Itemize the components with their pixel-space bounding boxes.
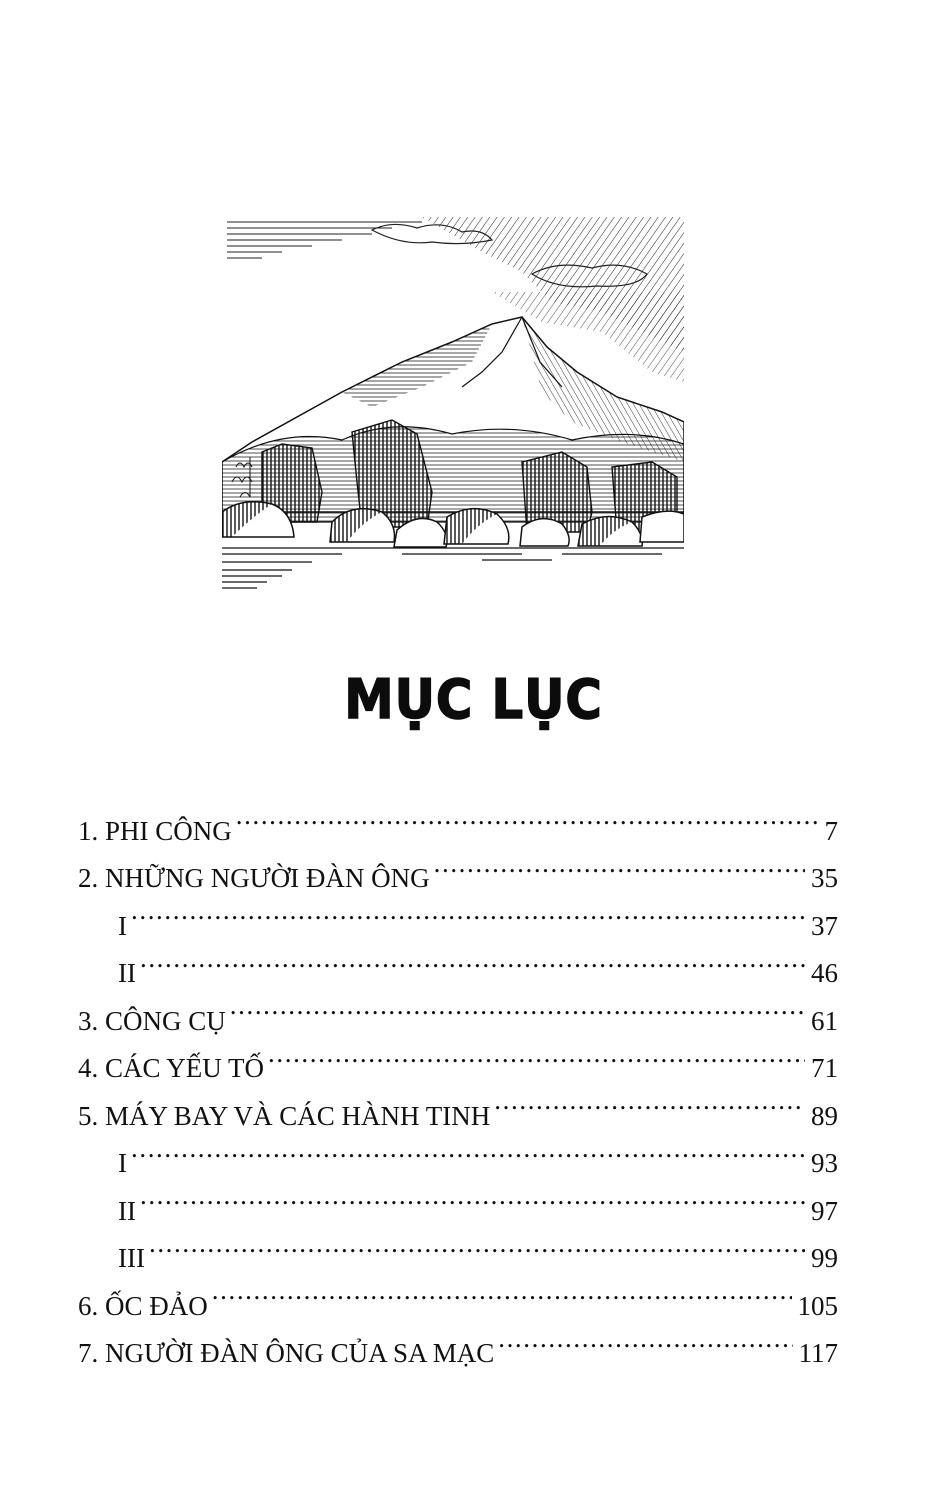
toc-dot-leader (140, 935, 805, 983)
toc-dot-leader (494, 1077, 805, 1125)
toc-entry-page-number: 99 (811, 1243, 838, 1273)
toc-entry-title: 7. NGƯỜI ĐÀN ÔNG CỦA SA MẠC (78, 1338, 495, 1368)
toc-entry-title: II (118, 958, 136, 988)
page-title: MỤC LỤC (344, 668, 603, 731)
toc-entry[interactable] (78, 1220, 838, 1273)
toc-entry[interactable] (78, 1125, 838, 1178)
toc-entry-page-number: 93 (811, 1148, 838, 1178)
toc-dot-leader (131, 887, 805, 935)
toc-dot-leader (268, 1030, 805, 1078)
toc-entry-page-number: 7 (824, 815, 838, 846)
table-of-contents (78, 792, 838, 1368)
mountain-landscape-engraving-icon (222, 212, 684, 590)
toc-entry-title: 5. MÁY BAY VÀ CÁC HÀNH TINH (78, 1100, 491, 1131)
toc-dot-leader (149, 1220, 805, 1268)
toc-entry-page-number: 97 (811, 1195, 838, 1226)
toc-entry-page-number: 105 (797, 1290, 838, 1321)
toc-entry-title: I (118, 910, 127, 941)
toc-entry-page-number: 46 (811, 958, 838, 988)
toc-entry-title: 1. PHI CÔNG (78, 815, 232, 846)
toc-entry[interactable] (78, 935, 838, 988)
toc-entry[interactable] (78, 1267, 838, 1321)
toc-dot-leader (434, 840, 805, 888)
toc-entry-title: 2. NHỮNG NGƯỜI ĐÀN ÔNG (78, 863, 430, 893)
toc-dot-leader (498, 1315, 792, 1363)
toc-entry-page-number: 37 (811, 910, 838, 941)
toc-entry-title: I (118, 1148, 127, 1178)
toc-entry[interactable] (78, 792, 838, 846)
toc-entry[interactable] (78, 982, 838, 1036)
toc-entry-title: 3. CÔNG CỤ (78, 1005, 226, 1036)
toc-entry-page-number: 71 (811, 1053, 838, 1083)
toc-entry-title: 6. ỐC ĐẢO (78, 1290, 208, 1321)
toc-dot-leader (230, 982, 805, 1030)
toc-entry-page-number: 117 (798, 1338, 838, 1368)
toc-entry-page-number: 61 (811, 1005, 838, 1036)
toc-entry-title: II (118, 1195, 136, 1226)
toc-entry-page-number: 89 (811, 1100, 838, 1131)
toc-dot-leader (236, 792, 819, 840)
toc-entry-title: 4. CÁC YẾU TỐ (78, 1053, 265, 1083)
toc-entry[interactable] (78, 1172, 838, 1226)
toc-dot-leader (131, 1125, 805, 1173)
illustration-svg (222, 212, 684, 590)
toc-dot-leader (140, 1172, 805, 1220)
toc-entry-page-number: 35 (811, 863, 838, 893)
toc-dot-leader (212, 1267, 792, 1315)
toc-entry[interactable] (78, 887, 838, 941)
toc-entry-title: III (118, 1243, 145, 1273)
